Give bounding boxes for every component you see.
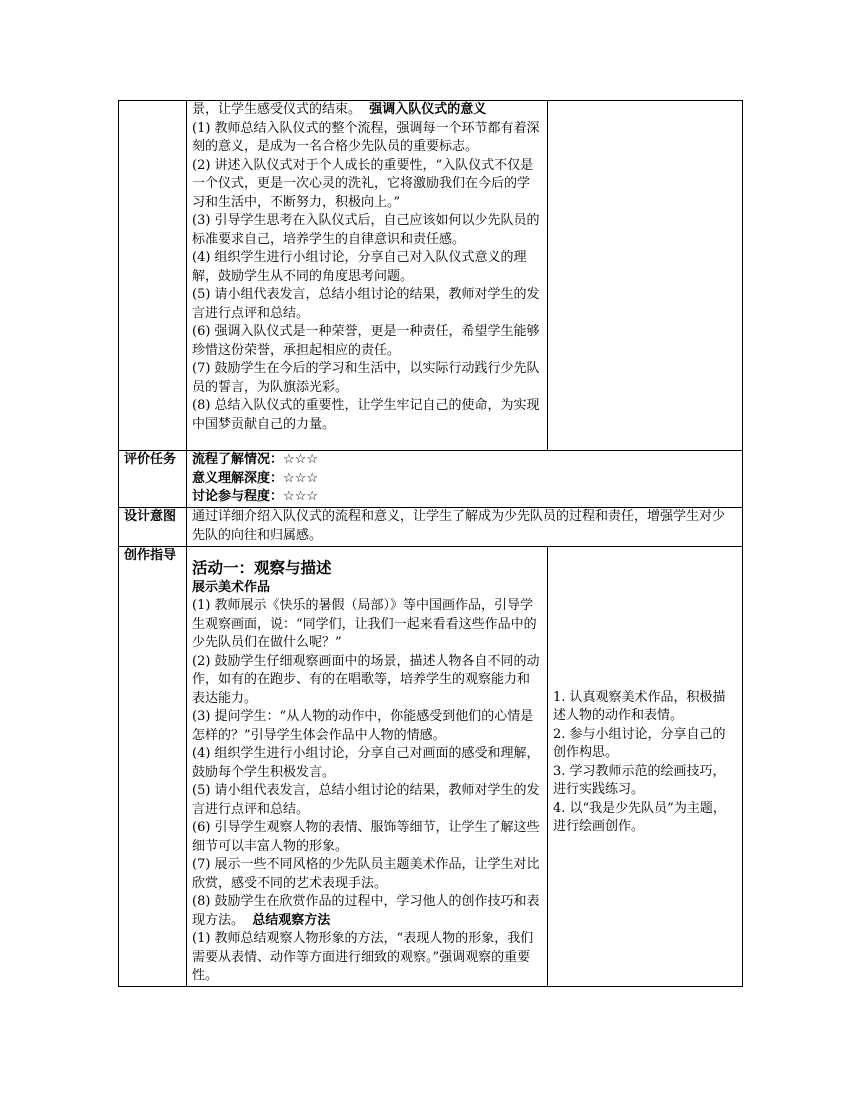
design-intent-label: 设计意图 xyxy=(119,507,187,546)
student-activity-content xyxy=(548,546,743,986)
evaluation-item: 意义理解深度：☆☆☆ xyxy=(192,470,318,486)
list-item: (8) 总结入队仪式的重要性，让学生牢记自己的使命，为实现中国梦贡献自己的力量。 xyxy=(192,398,540,432)
evaluation-item: 讨论参与程度：☆☆☆ xyxy=(192,489,318,504)
list-item: (5) 请小组代表发言，总结小组讨论的结果，教师对学生的发言进行点评和总结。 xyxy=(192,287,540,321)
section-title: 总结观察方法 xyxy=(252,912,331,928)
list-item: (8) 鼓励学生在欣赏作品的过程中，学习他人的创作技巧和表现方法。 xyxy=(192,894,540,928)
list-item: (4) 组织学生进行小组讨论，分享自己对画面的感受和理解，鼓励每个学生积极发言。 xyxy=(192,746,540,780)
design-intent-row xyxy=(119,507,743,546)
empty-right-cell xyxy=(548,101,743,451)
list-item: (6) 强调入队仪式是一种荣誉，更是一种责任，希望学生能够珍惜这份荣誉，承担起相应的责任。 xyxy=(192,324,540,358)
star-rating: ☆☆☆ xyxy=(283,489,318,504)
list-item: 1. 认真观察美术作品，积极描述人物的动作和表情。 xyxy=(553,689,726,723)
creation-guidance-content xyxy=(187,546,548,986)
evaluation-content xyxy=(187,451,743,508)
evaluation-row xyxy=(119,451,743,508)
list-item: (3) 提问学生：“从人物的动作中，你能感受到他们的心情是怎样的？”引导学生体会作品中人物的情感。 xyxy=(192,709,534,743)
empty-label-cell xyxy=(119,101,187,451)
list-item: 3. 学习教师示范的绘画技巧，进行实践练习。 xyxy=(553,763,726,797)
design-intent-text: 通过详细介绍入队仪式的流程和意义，让学生了解成为少先队员的过程和责任，增强学生对少先队的向往和归属感。 xyxy=(187,507,743,546)
evaluation-label: 评价任务 xyxy=(119,451,187,508)
creation-guidance-row xyxy=(119,546,743,986)
list-item: (7) 鼓励学生在今后的学习和生活中，以实际行动践行少先队员的誓言，为队旗添光彩。 xyxy=(192,361,540,395)
lead-heading: 强调入队仪式的意义 xyxy=(369,102,487,117)
list-item: (6) 引导学生观察人物的表情、服饰等细节，让学生了解这些细节可以丰富人物的形象。 xyxy=(192,820,540,854)
star-rating: ☆☆☆ xyxy=(283,470,318,486)
list-item: 2. 参与小组讨论，分享自己的创作构思。 xyxy=(553,726,726,760)
list-item: 4. 以“我是少先队员”为主题，进行绘画创作。 xyxy=(553,800,726,834)
ritual-meaning-content xyxy=(187,101,548,451)
list-item: (2) 讲述入队仪式对于个人成长的重要性，“入队仪式不仅是一个仪式，更是一次心灵的洗礼，它将激励我们在今后的学习和生活中，不断努力，积极向上。” xyxy=(192,157,534,210)
list-item: (2) 鼓励学生仔细观察画面中的场景，描述人物各自不同的动作，如有的在跑步、有的在唱歌等，培养学生的观察能力和表达能力。 xyxy=(192,653,540,706)
list-item: (1) 教师展示《快乐的暑假（局部）》等中国画作品，引导学生观察画面，说：“同学们，让我们一起来看看这些作品中的少先队员们在做什么呢？” xyxy=(192,598,537,650)
list-item: (3) 引导学生思考在入队仪式后，自己应该如何以少先队员的标准要求自己，培养学生的自律意识和责任感。 xyxy=(192,213,540,247)
lesson-plan-table xyxy=(118,100,743,987)
activity-title: 活动一：观察与描述 xyxy=(192,558,332,577)
list-item: (5) 请小组代表发言，总结小组讨论的结果，教师对学生的发言进行点评和总结。 xyxy=(192,783,540,817)
ritual-meaning-row xyxy=(119,101,743,451)
evaluation-item: 流程了解情况：☆☆☆ xyxy=(192,452,318,467)
section-title: 展示美术作品 xyxy=(192,579,271,595)
lead-text: 景，让学生感受仪式的结束。 xyxy=(192,102,362,117)
list-item: (1) 教师总结入队仪式的整个流程，强调每一个环节都有着深刻的意义，是成为一名合格少先队员的重要标志。 xyxy=(192,120,540,154)
creation-guidance-label: 创作指导 xyxy=(119,546,187,986)
list-item: (1) 教师总结观察人物形象的方法，“表现人物的形象，我们需要从表情、动作等方面进行细致的观察。”强调观察的重要性。 xyxy=(192,931,534,983)
star-rating: ☆☆☆ xyxy=(283,452,318,467)
list-item: (7) 展示一些不同风格的少先队员主题美术作品，让学生对比欣赏，感受不同的艺术表现手法。 xyxy=(192,857,540,891)
list-item: (4) 组织学生进行小组讨论，分享自己对入队仪式意义的理解，鼓励学生从不同的角度思考问题。 xyxy=(192,250,527,284)
